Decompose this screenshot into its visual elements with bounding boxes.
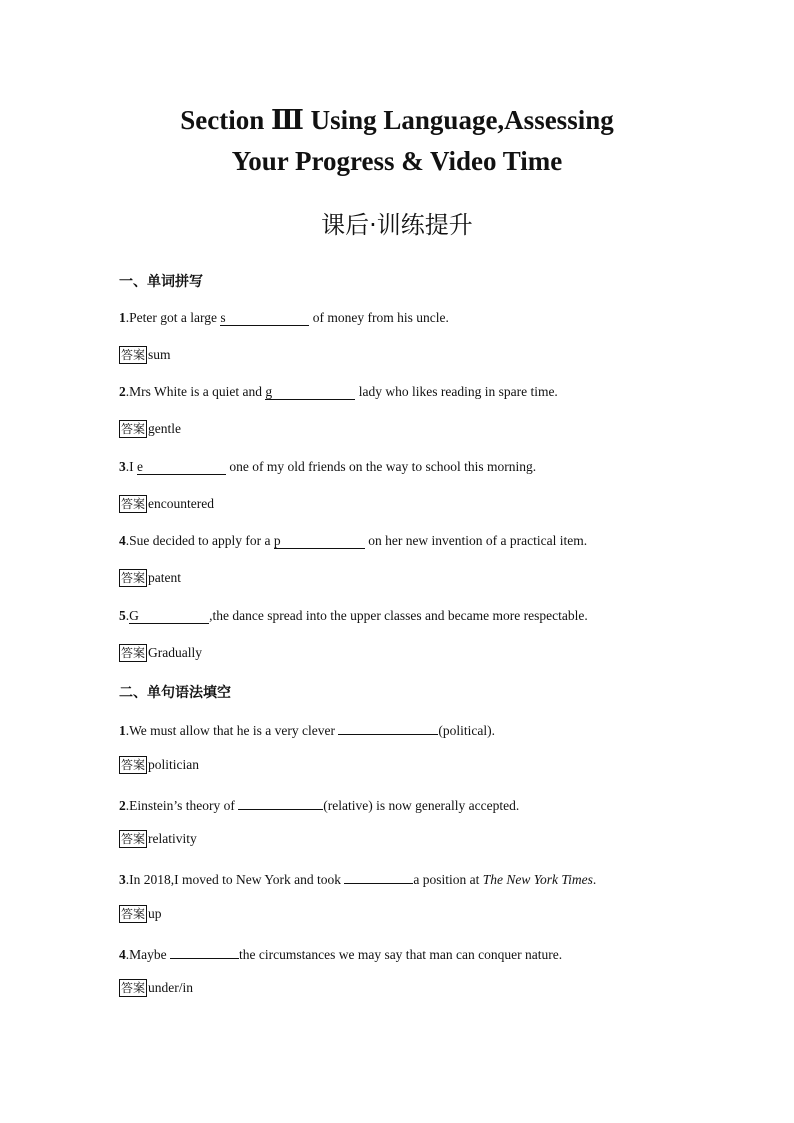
question-text: lady who likes reading in spare time.	[355, 384, 558, 399]
answer-tag: 答案	[121, 981, 146, 995]
answer-1-5	[119, 644, 202, 662]
question-text: .We must allow that he is a very clever	[125, 723, 339, 738]
answer-blank[interactable]	[137, 459, 226, 475]
page-title-line-2: Your Progress & Video Time	[231, 146, 563, 176]
question-text: .Sue decided to apply for a	[125, 533, 274, 548]
answer-1-1	[119, 346, 171, 364]
question-2-2	[119, 794, 519, 814]
answer-blank[interactable]	[220, 310, 309, 326]
answer-text: relativity	[148, 831, 197, 846]
question-number: 2	[119, 798, 126, 813]
answer-tag: 答案	[121, 422, 146, 436]
hint-letter: g	[265, 384, 273, 399]
question-text: .In 2018,I moved to New York and took	[125, 872, 345, 887]
question-1-4	[119, 533, 587, 549]
answer-blank[interactable]	[344, 868, 413, 884]
question-2-3	[119, 868, 596, 888]
answer-blank[interactable]	[170, 943, 239, 959]
question-text: .Peter got a large	[125, 310, 221, 325]
answer-1-3	[119, 495, 214, 513]
answer-2-1	[119, 756, 199, 774]
answer-tag: 答案	[121, 758, 146, 772]
question-text: .	[592, 872, 597, 887]
question-1-2	[119, 384, 558, 400]
answer-2-4	[119, 979, 193, 997]
hint-letter: e	[137, 459, 143, 474]
answer-text: patent	[148, 570, 182, 585]
question-2-4	[119, 943, 562, 963]
question-2-1	[119, 719, 495, 739]
question-1-3	[119, 459, 536, 475]
answer-tag: 答案	[121, 907, 146, 921]
question-number: 4	[119, 533, 126, 548]
answer-text: encountered	[148, 496, 214, 511]
question-text: (relative) is now generally accepted.	[323, 798, 520, 813]
question-text: ,the dance spread into the upper classes and became more respectable.	[209, 608, 588, 623]
hint-letter: s	[220, 310, 226, 325]
question-number: 5	[119, 608, 126, 623]
answer-blank[interactable]	[238, 794, 323, 810]
question-number: 1	[119, 723, 126, 738]
newspaper-title: The New York Times	[482, 872, 593, 887]
answer-tag: 答案	[121, 646, 146, 660]
answer-blank[interactable]	[274, 533, 365, 549]
question-text: .I	[125, 459, 137, 474]
section-heading-spelling: 一、单词拼写	[119, 274, 203, 290]
hint-letter: G	[129, 608, 139, 623]
page-subtitle: 课后·训练提升	[321, 211, 473, 239]
answer-blank[interactable]	[338, 719, 438, 735]
question-number: 4	[119, 947, 126, 962]
question-1-1	[119, 310, 449, 326]
answer-text: Gradually	[148, 645, 202, 660]
question-text: one of my old friends on the way to school this morning.	[226, 459, 537, 474]
question-number: 3	[119, 872, 126, 887]
answer-text: politician	[148, 757, 200, 772]
question-text: .Mrs White is a quiet and	[125, 384, 266, 399]
answer-2-2	[119, 830, 197, 848]
section-heading-grammar: 二、单句语法填空	[119, 685, 231, 701]
hint-letter: p	[273, 533, 281, 548]
question-text: .Maybe	[125, 947, 170, 962]
answer-text: gentle	[148, 421, 182, 436]
page-title-line-1: Section Ⅲ Using Language,Assessing	[180, 105, 614, 135]
question-text: .Einstein’s theory of	[125, 798, 239, 813]
answer-2-3	[119, 905, 162, 923]
answer-text: sum	[148, 347, 171, 362]
answer-tag: 答案	[121, 832, 146, 846]
question-number: 2	[119, 384, 126, 399]
answer-blank[interactable]	[265, 384, 355, 400]
question-text: of money from his uncle.	[309, 310, 449, 325]
question-text: on her new invention of a practical item.	[364, 533, 588, 548]
answer-1-4	[119, 569, 181, 587]
answer-tag: 答案	[121, 348, 146, 362]
question-text: (political).	[438, 723, 495, 738]
answer-text: under/in	[148, 980, 194, 995]
answer-1-2	[119, 420, 181, 438]
question-text: .	[125, 608, 130, 623]
answer-blank[interactable]	[129, 608, 209, 624]
question-number: 1	[119, 310, 126, 325]
question-1-5	[119, 608, 588, 624]
answer-tag: 答案	[121, 497, 146, 511]
question-text: a position at	[413, 872, 483, 887]
question-text: the circumstances we may say that man can conquer nature.	[239, 947, 563, 962]
answer-tag: 答案	[121, 571, 146, 585]
answer-text: up	[148, 906, 162, 921]
question-number: 3	[119, 459, 126, 474]
